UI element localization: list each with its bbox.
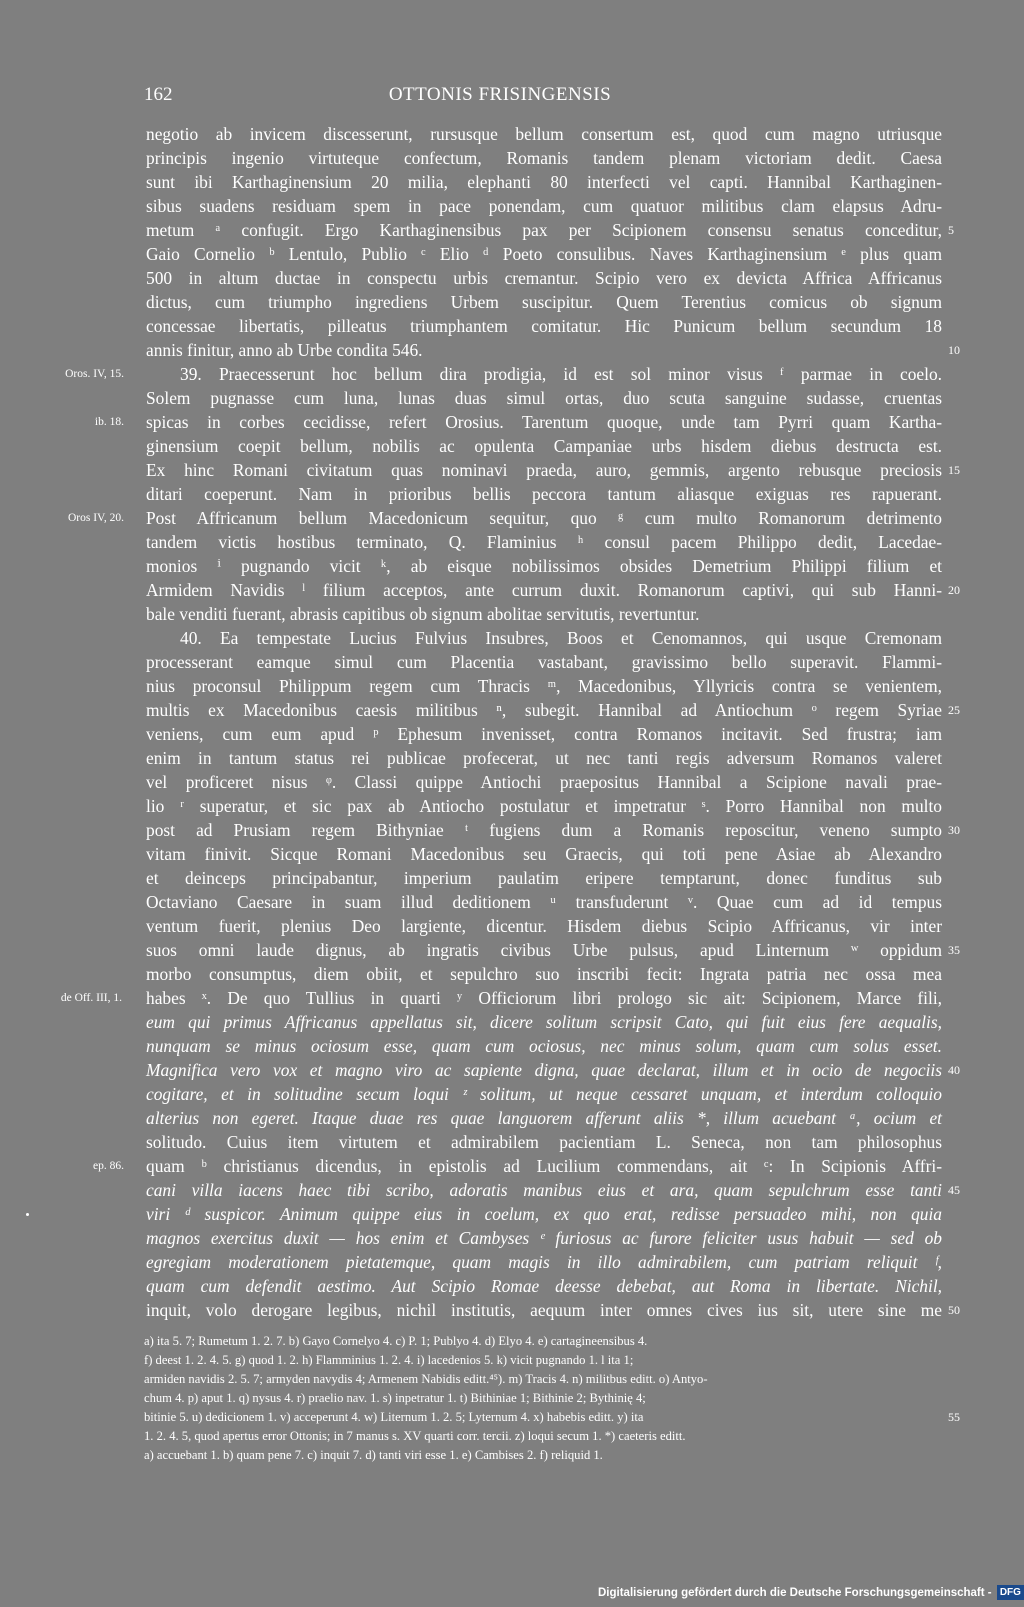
- footnote-line: armiden navidis 2. 5. 7; armyden navydis 4; Armenem Nabidis editt.⁴⁵). m) Tracis 4. n) militbus editt. o) Antyo-: [144, 1372, 708, 1386]
- footnote-line: chum 4. p) aput 1. q) nysus 4. r) praelio nav. 1. s) inpetratur 1. t) Bithiniae 1; Bithinie 2; Bythinię 4;: [144, 1391, 646, 1405]
- body-line: ditari coeperunt. Nam in prioribus bellis peccora tantum aliasque exiguas res rapuerant.: [146, 484, 942, 504]
- body-line: 40. Ea tempestate Lucius Fulvius Insubres, Boos et Cenomannos, qui usque Cremonam: [180, 628, 942, 648]
- body-line: Ex hinc Romani civitatum quas nominavi praeda, auro, gemmis, argento rebusque preciosis: [146, 460, 942, 480]
- credit-text: Digitalisierung gefördert durch die Deutsche Forschungsgemeinschaft -: [598, 1587, 992, 1599]
- margin-ref: ep. 86.: [93, 1160, 124, 1172]
- body-line: Octaviano Caesare in suam illud deditionem ᵘ transfuderunt ᵛ. Quae cum ad id tempus: [146, 892, 942, 912]
- body-line: annis finitur, anno ab Urbe condita 546.: [146, 340, 423, 360]
- line-number: 10: [948, 343, 960, 357]
- line-number: 50: [948, 1303, 960, 1317]
- body-line: dictus, cum triumpho ingrediens Urbem suscipitur. Quem Terentius comicus ob signum: [146, 292, 942, 312]
- running-head: OTTONIS FRISINGENSIS: [388, 84, 612, 105]
- body-line: multis ex Macedonibus caesis militibus ⁿ, subegit. Hannibal ad Antiochum ᵒ regem Syriae: [146, 700, 942, 720]
- body-line: solitudo. Cuius item virtutem et admirabilem pacientiam L. Seneca, non tam philosophus: [146, 1132, 942, 1152]
- body-line: nius proconsul Philippum regem cum Thracis ᵐ, Macedonibus, Yllyricis contra se venientem,: [146, 676, 942, 696]
- body-line: alterius non egeret. Itaque duae res quae languorem afferunt aliis *, illum acuebant ᵃ, ocium et: [146, 1108, 942, 1128]
- footnote-line: a) ita 5. 7; Rumetum 1. 2. 7. b) Gayo Cornelyo 4. c) P. 1; Publyo 4. d) Elyo 4. e) cartagineensibus 4.: [144, 1334, 648, 1348]
- body-line: veniens, cum eum apud ᵖ Ephesum invenisset, contra Romanos incitavit. Sed frustra; iam: [146, 724, 942, 744]
- body-line: suos omni laude dignus, ab ingratis civibus Urbe pulsus, apud Linternum ʷ oppidum: [146, 940, 942, 960]
- body-line: negotio ab invicem discesserunt, rursusque bellum consertum est, quod cum magno utriusque: [146, 124, 942, 144]
- line-number: 15: [948, 463, 960, 477]
- body-line: quam ᵇ christianus dicendus, in epistolis ad Lucilium commendans, ait ᶜ: In Scipionis Affri-: [146, 1156, 942, 1176]
- digitization-credit: [598, 1584, 1021, 1603]
- footnote-line: f) deest 1. 2. 4. 5. g) quod 1. 2. h) Flamminius 1. 2. 4. i) lacedenios 5. k) vicit pugnando 1. l ita 1;: [144, 1353, 634, 1367]
- line-number: 45: [948, 1183, 960, 1197]
- body-line: magnos exercitus duxit — hos enim et Cambyses ᵉ furiosus ac furore feliciter usus habuit — sed ob: [146, 1228, 942, 1248]
- body-line: Gaio Cornelio ᵇ Lentulo, Publio ᶜ Elio ᵈ Poeto consulibus. Naves Karthaginensium ᵉ plus quam: [146, 244, 942, 264]
- body-line: vel proficeret nisus ᵠ. Classi quippe Antiochi praepositus Hannibal a Scipione navali prae-: [146, 772, 942, 792]
- body-line: vitam finivit. Sicque Romani Macedonibus seu Graecis, qui toti pene Asiae ab Alexandro: [146, 844, 942, 864]
- body-line: inquit, volo derogare legibus, nichil institutis, aequum inter omnes cives ius sit, utere sine me: [146, 1300, 942, 1320]
- body-line: morbo consumptus, diem obiit, et sepulchro suo inscribi fecit: Ingrata patria nec ossa mea: [146, 964, 942, 984]
- body-line: ventum fuerit, plenius Deo largiente, dicentur. Hisdem diebus Scipio Affricanus, vir inter: [146, 916, 942, 936]
- body-line: egregiam moderationem pietatemque, quam magis in illo admirabilem, cum patriam reliquit ᶠ,: [146, 1252, 942, 1272]
- body-line: Solem pugnasse cum luna, lunas duas simul ortas, duo scuta sanguine sudasse, cruentas: [146, 388, 942, 408]
- body-line: ginensium coepit bellum, nobilis ac opulenta Campaniae urbs hisdem diebus destructa est.: [146, 436, 942, 456]
- line-number: 25: [948, 703, 960, 717]
- body-line: eum qui primus Affricanus appellatus sit, dicere solitum scripsit Cato, qui fuit eius fere aequalis,: [146, 1012, 942, 1032]
- footnote-line: 1. 2. 4. 5, quod apertus error Ottonis; in 7 manus s. XV quarti corr. tercii. z) loqui secum 1. *) caeteris editt.: [144, 1429, 686, 1443]
- body-line: et deinceps principabantur, imperium paulatim eripere temptarunt, donec funditus sub: [146, 868, 942, 888]
- body-line: bale venditi fuerant, abrasis capitibus ob signum abolitae servitutis, revertuntur.: [146, 604, 700, 624]
- body-line: lio ʳ superatur, et sic pax ab Antiocho postulatur et impetratur ˢ. Porro Hannibal non multo: [146, 796, 942, 816]
- body-line: cani villa iacens haec tibi scribo, adoratis manibus eius et ara, quam sepulchrum esse tanti: [146, 1180, 942, 1200]
- marginal-dot: [26, 1213, 29, 1216]
- body-line: enim in tantum status rei publicae profecerat, ut nec tanti regis adversum Romanos valeret: [146, 748, 942, 768]
- body-line: post ad Prusiam regem Bithyniae ᵗ fugiens dum a Romanis reposcitur, veneno sumpto: [146, 820, 942, 840]
- body-line: tandem victis hostibus terminato, Q. Flaminius ʰ consul pacem Philippo dedit, Lacedae-: [146, 532, 942, 552]
- margin-ref: de Off. III, 1.: [60, 992, 122, 1004]
- line-number: 30: [948, 823, 960, 837]
- body-line: sunt ibi Karthaginensium 20 milia, elephanti 80 interfecti vel capti. Hannibal Karthaginen-: [146, 172, 942, 192]
- body-line: 39. Praecesserunt hoc bellum dira prodigia, id est sol minor visus ᶠ parmae in coelo.: [180, 364, 942, 384]
- line-number: 20: [948, 583, 960, 597]
- body-line: cogitare, et in solitudine secum loqui ᶻ solitum, ut neque cessaret unquam, et interdum colloquio: [146, 1084, 942, 1104]
- body-line: viri ᵈ suspicor. Animum quippe eius in coelum, ex quo erat, redisse persuadeo mihi, non quia: [146, 1204, 942, 1224]
- body-line: monios ⁱ pugnando vicit ᵏ, ab eisque nobilissimos obsides Demetrium Philippi filium et: [146, 556, 942, 576]
- body-line: principis ingenio virtuteque confectum, Romanis tandem plenam victoriam dedit. Caesa: [146, 148, 942, 168]
- footnote-line: a) accuebant 1. b) quam pene 7. c) inquit 7. d) tanti viri esse 1. e) Cambises 2. f) reliquid 1.: [144, 1448, 603, 1462]
- body-line: concessae libertatis, pilleatus triumphantem comitatur. Hic Punicum bellum secundum 18: [146, 316, 942, 336]
- body-line: sibus suadens residuam spem in pace ponendam, cum quatuor militibus clam elapsus Adru-: [146, 196, 942, 216]
- margin-ref: ib. 18.: [94, 416, 124, 428]
- line-number: 5: [948, 223, 954, 237]
- line-number: 35: [948, 943, 960, 957]
- line-number: 40: [948, 1063, 960, 1077]
- body-line: habes ˣ. De quo Tullius in quarti ʸ Officiorum libri prologo sic ait: Scipionem, Marce fili,: [146, 988, 942, 1008]
- page-number: 162: [144, 84, 173, 105]
- footnote-line-number: 55: [948, 1410, 960, 1424]
- body-line: 500 in altum ductae in conspectu urbis cremantur. Scipio vero ex devicta Affrica Affricanus: [146, 268, 942, 288]
- body-line: nunquam se minus ociosum esse, quam cum ociosus, nec minus solum, quam cum solus esset.: [146, 1036, 942, 1056]
- body-line: metum ᵃ confugit. Ergo Karthaginensibus pax per Scipionem consensu senatus conceditur,: [146, 220, 942, 240]
- margin-ref: Oros. IV, 15.: [65, 368, 124, 380]
- body-line: spicas in corbes cecidisse, refert Orosius. Tarentum quoque, unde tam Pyrri quam Kartha-: [146, 412, 942, 432]
- body-line: quam cum defendit aestimo. Aut Scipio Romae deesse debebat, aut Roma in libertate. Nichil,: [146, 1276, 942, 1296]
- body-line: processerant eamque simul cum Placentia vastabant, gravissimo bello superavit. Flammi-: [146, 652, 942, 672]
- margin-ref: Oros IV, 20.: [67, 512, 124, 524]
- body-line: Armidem Navidis ˡ filium acceptos, ante currum duxit. Romanorum captivi, qui sub Hanni-: [146, 580, 942, 600]
- footnote-line: bitinie 5. u) dedicionem 1. v) acceperunt 4. w) Liternum 1. 2. 5; Lyternum 4. x) habebis editt. y) ita: [144, 1410, 644, 1424]
- body-line: Magnifica vero vox et magno viro ac sapiente digna, quae declarat, illum et in ocio de negociis: [146, 1060, 942, 1080]
- dfg-logo: DFG: [997, 1585, 1024, 1600]
- body-line: Post Affricanum bellum Macedonicum sequitur, quo ᵍ cum multo Romanorum detrimento: [146, 508, 942, 528]
